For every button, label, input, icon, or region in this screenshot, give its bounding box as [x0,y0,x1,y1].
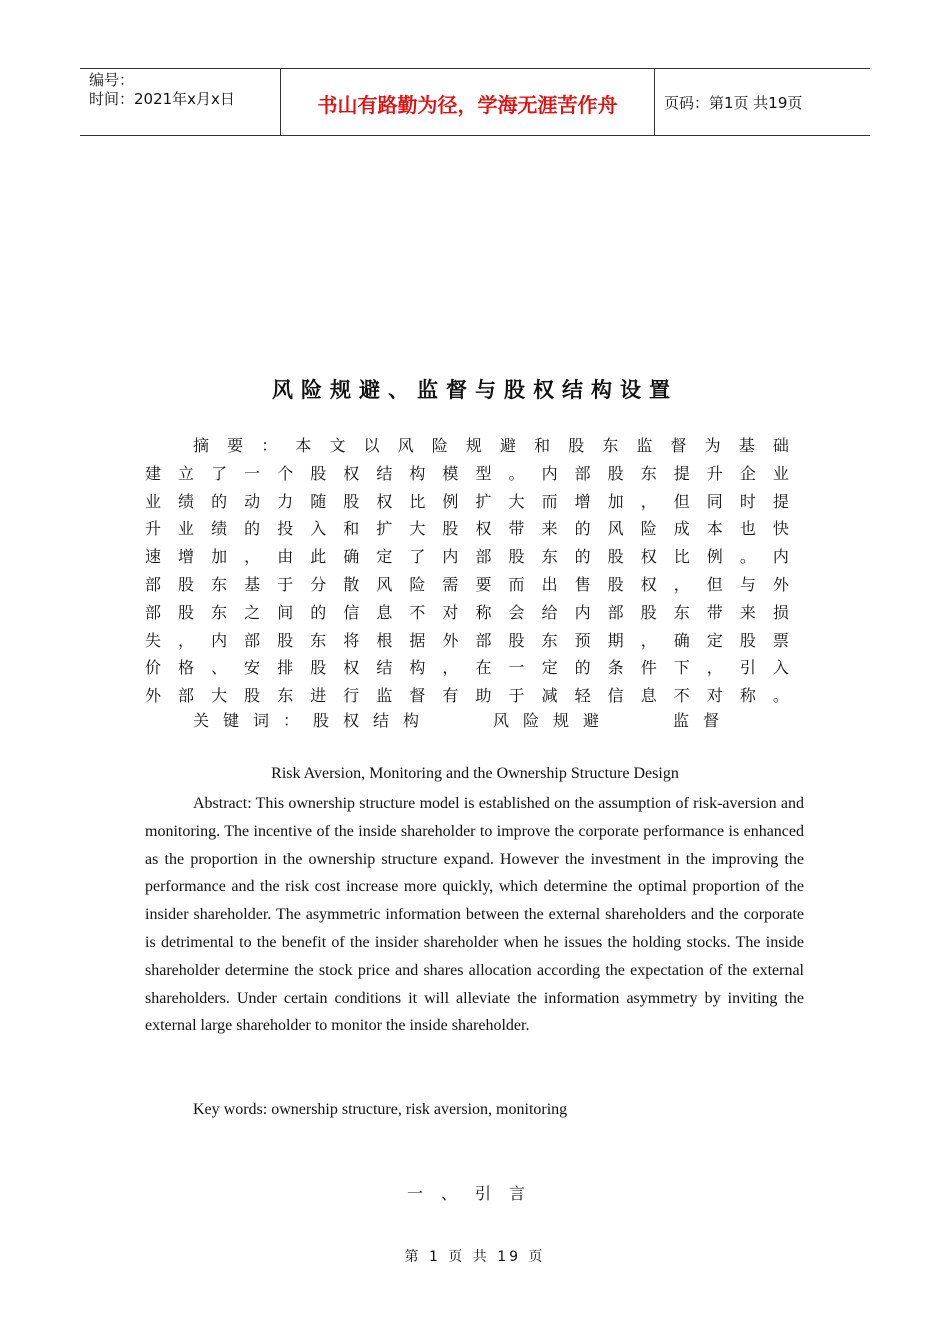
abstract-line: 业 绩 的 动 力 随 股 权 比 例 扩 大 而 增 加 ， 但 同 时 提 [145,491,789,511]
header-page-info: 页码：第1页 共19页 [664,93,803,112]
abstract-line: 部 股 东 基 于 分 散 风 险 需 要 而 出 售 股 权 ， 但 与 外 [145,574,789,594]
doc-number-label: 编号： [89,71,135,89]
english-title: Risk Aversion, Monitoring and the Ownership Structure Design [271,765,679,782]
abstract-line: 价 格 、 安 排 股 权 结 构 ， 在 一 定 的 条 件 下 ， 引 入 [145,658,789,678]
abstract-line: 速 增 加 ， 由 此 确 定 了 内 部 股 东 的 股 权 比 例 。 内 [145,547,789,567]
header-table [80,68,870,136]
page-footer: 第 1 页 共 19 页 [404,1249,546,1265]
abstract-line: 部 股 东 之 间 的 信 息 不 对 称 会 给 内 部 股 东 带 来 损 [145,602,789,622]
doc-time-label: 时间：2021年x月x日 [89,90,235,108]
keyword-item: 股权结构 [313,711,434,730]
keyword-item: 监督 [673,711,734,730]
abstract-line: 失 ， 内 部 股 东 将 根 据 外 部 股 东 预 期 ， 确 定 股 票 [145,630,789,650]
document-title: 风险规避、监督与股权结构设置 [272,378,678,402]
abstract-line: 摘 要 ： 本 文 以 风 险 规 避 和 股 东 监 督 为 基 础 [193,436,789,455]
section-heading: 一、引言 [406,1184,543,1203]
chinese-abstract [145,432,789,710]
abstract-line: 外 部 大 股 东 进 行 监 督 有 助 于 减 轻 信 息 不 对 称 。 [145,686,789,706]
header-motto: 书山有路勤为径，学海无涯苦作舟 [281,69,655,135]
header-left-cell [80,69,281,135]
abstract-line: 建 立 了 一 个 股 权 结 构 模 型 。 内 部 股 东 提 升 企 业 [145,463,789,483]
abstract-line: 升 业 绩 的 投 入 和 扩 大 股 权 带 来 的 风 险 成 本 也 快 [145,519,789,539]
english-keywords: Key words: ownership structure, risk aversion, monitoring [193,1101,568,1118]
keywords-label: 关键词： [193,711,314,730]
english-abstract: Abstract: This ownership structure model is established on the assumption of risk-aversion and monitoring. The incentive of the inside shareholder to improve the corporate performance is enhanced as the proportion in the ownership structure expand. However the investment in the improving the performance and the risk cost increase more quickly, which determine the optimal proportion of the insider shareholder. The asymmetric information between the external shareholders and the corporate is detrimental to the benefit of the insider shareholder when he issues the holding stocks. The inside shareholder determine the stock price and shares allocation according the expectation of the external shareholders. Under certain conditions it will alleviate the information asymmetry by inviting the external large shareholder to monitor the inside shareholder. [145,795,804,1035]
chinese-keywords [193,707,733,735]
keyword-item: 风险规避 [493,711,614,730]
